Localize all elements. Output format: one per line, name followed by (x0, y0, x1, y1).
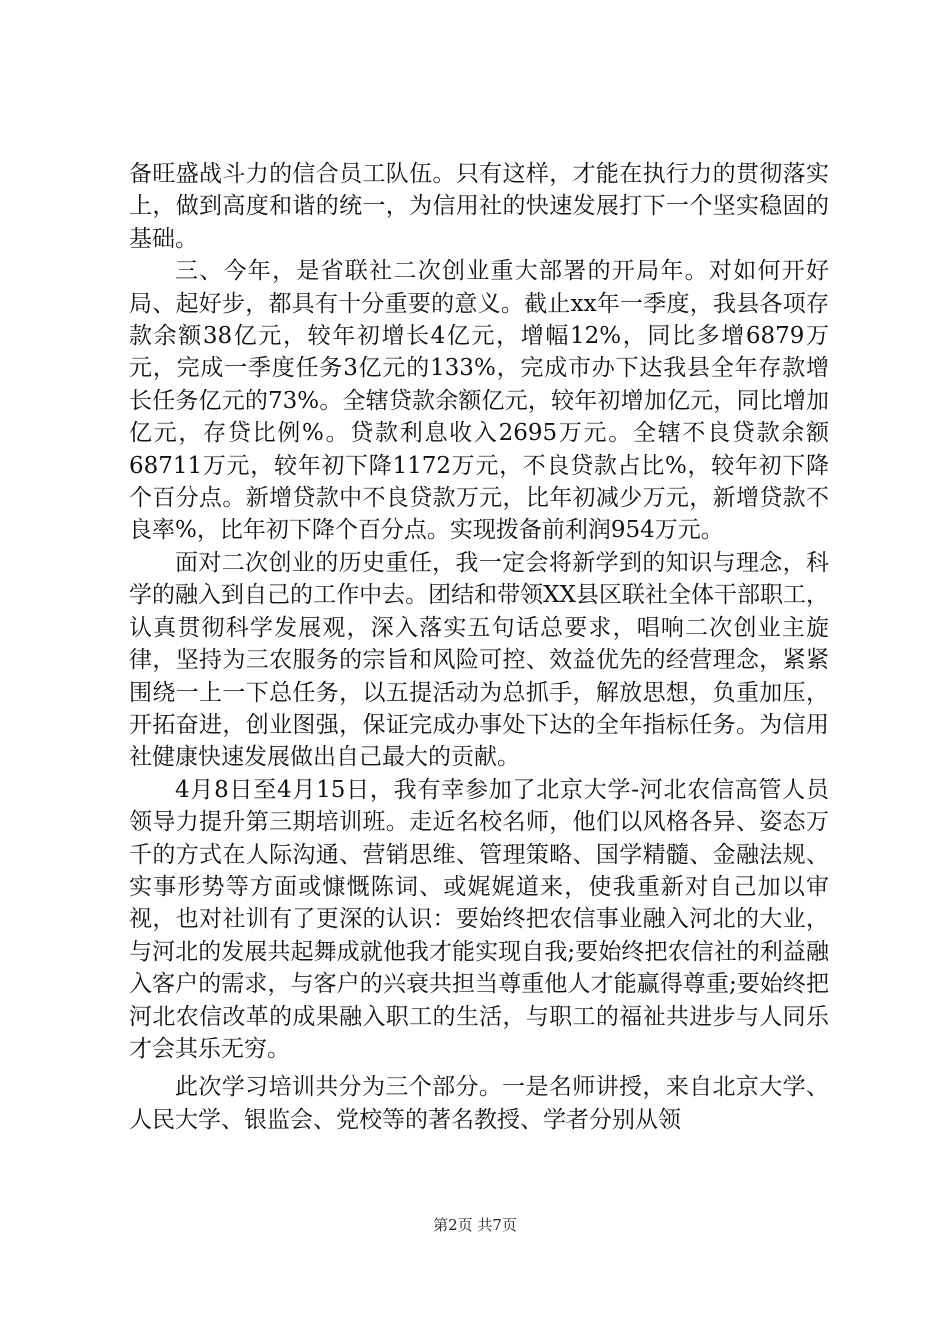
paragraph-section-three: 三、今年，是省联社二次创业重大部署的开局年。对如何开好局、起好步，都具有十分重要的意义。截止xx年一季度，我县各项存款余额38亿元，较年初增长4亿元，增幅12%，同比多增6879万元，完成一季度任务3亿元的133%，完成市办下达我县全年存款增长任务亿元的73%。全辖贷款余额亿元，较年初增加亿元，同比增加亿元，存贷比例%。贷款利息收入2695万元。全辖不良贷款余额68711万元，较年初下降1172万元，不良贷款占比%，较年初下降个百分点。新增贷款中不良贷款万元，比年初减少万元，新增贷款不良率%，比年初下降个百分点。实现拨备前利润954万元。 (129, 258, 829, 544)
paragraph-continuation: 备旺盛战斗力的信合员工队伍。只有这样，才能在执行力的贯彻落实上，做到高度和谐的统一，为信用社的快速发展打下一个坚实稳固的基础。 (129, 161, 829, 252)
paragraph-second-venture: 面对二次创业的历史重任，我一定会将新学到的知识与理念，科学的融入到自己的工作中去。团结和带领XX县区联社全体干部职工，认真贯彻科学发展观，深入落实五句话总要求，唱响二次创业主旋律，坚持为三农服务的宗旨和风险可控、效益优先的经营理念，紧紧围绕一上一下总任务，以五提活动为总抓手，解放思想，负重加压，开拓奋进，创业图强，保证完成办事处下达的全年指标任务。为信用社健康快速发展做出自己最大的贡献。 (129, 549, 829, 771)
paragraph-training: 4月8日至4月15日，我有幸参加了北京大学-河北农信高管人员领导力提升第三期培训班。走近名校名师，他们以风格各异、姿态万千的方式在人际沟通、营销思维、管理策略、国学精髓、金融法规、实事形势等方面或慷慨陈词、或娓娓道来，使我重新对自己加以审视，也对社训有了更深的认识：要始终把农信事业融入河北的大业，与河北的发展共起舞成就他我才能实现自我;要始终把农信社的利益融入客户的需求，与客户的兴衰共担当尊重他人才能赢得尊重;要始终把河北农信改革的成果融入职工的生活，与职工的福祉共进步与人同乐才会其乐无穷。 (129, 776, 829, 1062)
page-number-footer: 第2页 共7页 (433, 1216, 517, 1234)
paragraph-training-parts: 此次学习培训共分为三个部分。一是名师讲授，来自北京大学、人民大学、银监会、党校等的著名教授、学者分别从领 (129, 1074, 829, 1133)
document-body (129, 158, 829, 1136)
